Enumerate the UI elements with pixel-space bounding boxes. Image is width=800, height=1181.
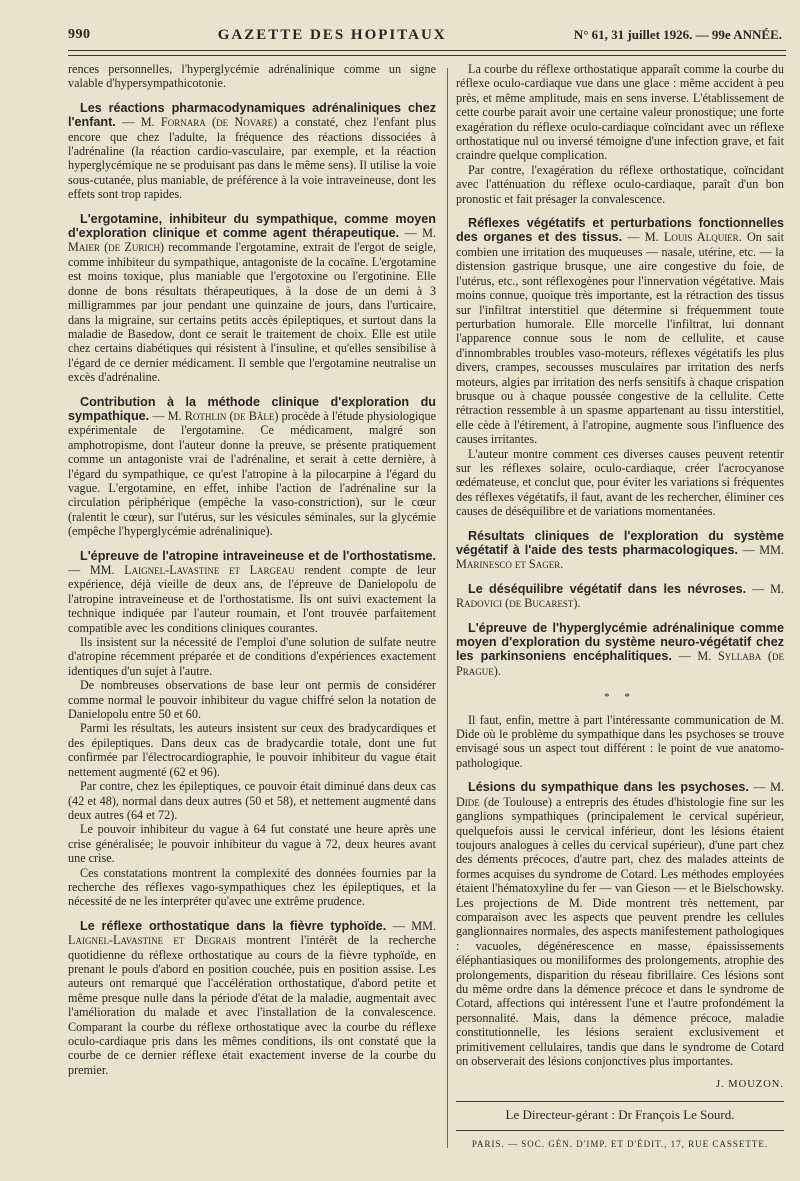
article-text: a constaté, chez l'enfant plus encore que chez l'adulte, la fréquence des réactions dissociées à l'adrénaline (la réaction cardio-vasculaire, par exemple, et la réaction hyperglycémique ne se produisant pas dans le même sens). Il utilise la voie sous-cutanée, plus maniable, de préférence à la voie intraveineuse, dont les effets sont trop rapides. bbox=[68, 115, 436, 202]
signature: J. MOUZON. bbox=[715, 1079, 784, 1091]
article-text: recommande l'ergotamine, extrait de l'ergot de seigle, comme inhibiteur du sympathique, antagoniste de la cocaïne. L'ergotamine est moins toxique, plus maniable que l'ergotoxine ou l'ergotinine. Elle donne de bons résultats thérapeutiques, à la dose de un demi à 3 milligrammes par jour pendant une quinzaine de jours, dans l'urticaire, dans la migraine, sur certains petits accès épileptiques, et surtout dans la maladie de Basedow, dont ce serait le traitement de choix. Elle est utile chez certains diabétiques qui résistent à l'insuline, et qu'elles sensibilise à l'égard de ce dernier médicament. Il semble que l'ergotamine neutralise un excès d'adrénaline. bbox=[68, 240, 436, 385]
article-author: MM. Laignel-Lavastine et Degrais bbox=[68, 918, 436, 948]
article-author: M. Maier (de Zurich) bbox=[68, 226, 436, 255]
article-pharmaco-tests: Résultats cliniques de l'exploration du système végétatif à l'aide des tests pharmacologiques. — MM. Marinesco et Sager. bbox=[456, 528, 784, 572]
article-heading: Réflexes végétatifs et perturbations fonctionnelles des organes et des tissus. bbox=[456, 216, 784, 245]
article-ergo-children: Les réactions pharmacodynamiques adrénaliniques chez l'enfant. — M. Fornara (de Novare) a constaté, chez l'enfant plus encore que chez l'adulte, la fréquence des réactions dissociées à l'adrénaline (la réaction cardio-vasculaire, par exemple, et la réaction hyperglycémique ne se produisant pas dans le même sens). Il utilise la voie sous-cutanée, plus maniable, de préférence à la voie intraveineuse, dont les effets sont trop rapides. bbox=[68, 100, 436, 202]
article-heading: Résultats cliniques de l'exploration du système végétatif à l'aide des tests pharmacologiques. bbox=[456, 528, 784, 557]
article-heading: L'ergotamine, inhibiteur du sympathique, comme moyen d'exploration clinique et comme agent thérapeutique. bbox=[68, 211, 436, 241]
paragraph: L'auteur montre comment ces diverses causes peuvent retentir sur les réflexes solaire, oculo-cardiaque, créer l'acrocyanose œdémateuse, et conclut que, pour éviter les variations si fréquentes des réflexes végétatifs, il faut, avant de les rechercher, éliminer ces causes de déséquilibre et de variations momentanées. bbox=[456, 446, 784, 519]
article-author: M. Louis Alquier bbox=[644, 230, 739, 245]
paragraph: De nombreuses observations de base leur ont permis de considérer comme normal le pouvoir inhibiteur du vague chiffré selon la notation de Danielopolu entre 50 et 60. bbox=[68, 678, 436, 722]
printer-line: PARIS. — SOC. GÉN. D'IMP. ET D'ÉDIT., 17, RUE CASSETTE. bbox=[471, 1139, 769, 1150]
paragraph: La courbe du réflexe orthostatique apparaît comme la courbe du réflexe oculo-cardiaque vue dans une glace : même accident à peu près, et même amplitude, mais en sens inverse. L'établissement de cette courbe parait avoir une certaine valeur pronostique; une forte exagération du réflexe oculo-cardiaque coïncidant avec un réflexe orthostatique nul ou inversé témoigne d'une infection grave, et fait craindre quelque complication. bbox=[456, 62, 784, 163]
article-text: procède à l'étude physiologique expérimentale de l'ergotamine. Ce médicament, malgré son amphotropisme, dont l'auteur donne la preuve, se présente pratiquement comme un antagoniste vrai de l'adrénaline, et serait à cette dernière, à l'égard du sympathique, ce qu'est l'atropine à la pilocarpine à l'égard du vague. L'ergotamine, en effet, inhibe l'action de l'adrénaline sur la circulation périphérique (empêche la vaso-constriction), sur le cœur (ralentit le cœur), sur l'utérus, sur les vésicules séminales, sur la glycémie (empêche l'hyperglycémie adrénalinique). bbox=[68, 408, 436, 539]
article-heading: Le réflexe orthostatique dans la fièvre typhoïde. bbox=[80, 918, 387, 933]
article-psychoses: Lésions du sympathique dans les psychoses. — M. Dide (de Toulouse) a entrepris des études d'histologie fine sur les ganglions sympathiques (principalement le cervical supérieur, quelquefois aussi le cervical inférieur, dont les lésions étaient toujours analogues à celles du cervical supérieur), d'une part chez des déments précoces, d'autre part, chez des malades atteints de formes acquises du syndrome de Cotard. Les méthodes employées étaient l'hématoxyline du fer — van Gieson — et le Bielschowsky. Les projections de M. Dide montrent très nettement, par comparaison avec les aspects que peuvent prendre les cellules ganglionnaires normales, des aspects manifestement pathologiques : vacuoles, dégénérescence en masse, épaississements éléphantiasiques ou moniliformes des prolongements, atrophie des prolongements, disparition du réseau fibrillaire. Ces lésions sont du même ordre dans la démence précoce et dans le syndrome de Cotard, affections qui intéressent l'une et l'autre profondément la personnalité. Mais, dans la démence précoce, maladie constitutionnelle, les lésions seraient exclusivement et primitivement cellulaires, tandis que dans le syndrome de Cotard on observerait des lésions conjonctives plus importantes. bbox=[456, 780, 784, 1068]
article-atropine: L'épreuve de l'atropine intraveineuse et de l'orthostatisme. — MM. Laignel-Lavastine et Largeau rendent compte de leur expérience, déjà vieille de deux ans, de l'épreuve de Danielopolu de l'atropine intraveineuse et de l'orthostatisme. Ils ont suivi exactement la technique indiquée par l'auteur roumain, et l'ont trouvée parfaitement compatible avec les conditions cliniques courantes. bbox=[68, 548, 436, 635]
footer-rule bbox=[456, 1101, 784, 1102]
article-heading: Lésions du sympathique dans les psychoses. bbox=[468, 780, 749, 795]
article-author: M. Dide bbox=[456, 780, 784, 809]
paragraph: Ces constatations montrent la complexité des données fournies par la recherche des réflexes vago-sympathiques chez les épileptiques, et la nécessité de ne les interpréter qu'avec une extrême prudence. bbox=[68, 865, 436, 909]
page-header bbox=[68, 20, 782, 50]
article-author: M. Syllaba (de Prague). bbox=[456, 649, 784, 678]
article-reflexes: Réflexes végétatifs et perturbations fonctionnelles des organes et des tissus. — M. Louis Alquier. On sait combien une irritation des muqueuses — nasale, utérine, etc. — la distension gastrique brusque, une aire congestive du foie, de l'utérus, etc., sont réflexogènes pour l'innervation végétative. Mais moins connue, quoique très importante, est la rétraction des tissus sur l'infiltrat interstitiel que détermine si fréquemment toute perturbation humorale. Elle morcelle l'infiltrat, lui donnant l'apparence connue sous le nom de cellulite, et cause d'innombrables troubles vaso-moteurs, réflexes végétatifs les plus divers, crampes, secousses musculaires par irritation des nerfs moteurs, algies par irritation des nerfs sensitifs à chaque crispation brusque ou à chaque poussée congestive de la cellulite. Cette rétraction ressemble à un spasme appartenant au tissu interstitiel, elle cède à l'étirement, à l'atropine, augmente sous l'influence des causes irritantes. bbox=[456, 216, 784, 447]
section-stars: * * bbox=[604, 691, 636, 704]
header-rule-thin bbox=[68, 55, 786, 56]
article-text: montrent l'intérêt de la recherche quotidienne du réflexe orthostatique au cours de la fièvre typhoïde, en prenant le pouls d'abord en position couchée, puis en position assise. Les auteurs ont remarqué que l'accélération orthostatique, d'abord petite et même presque nulle dans la période d'état de la maladie, augmentait avec l'amélioration du malade et avec l'installation de la convalescence. Comparant la courbe du réflexe orthostatique avec la courbe du réflexe oculo-cardiaque pris dans les mêmes conditions, ils ont constaté que la courbe de ce dernier réflexe était exactement inverse de la courbe du premier. bbox=[68, 933, 436, 1077]
column-separator bbox=[447, 68, 448, 1148]
right-column bbox=[456, 62, 784, 1152]
header-rule bbox=[68, 50, 786, 51]
paragraph: rences personnelles, l'hyperglycémie adrénalinique comme un signe valable d'hypersympathicotonie. bbox=[68, 62, 436, 91]
journal-title: GAZETTE DES HOPITAUX bbox=[217, 26, 447, 43]
article-heading: Les réactions pharmacodynamiques adrénaliniques chez l'enfant. bbox=[68, 100, 436, 130]
paragraph: Ils insistent sur la nécessité de l'emploi d'une solution de sulfate neutre d'atropine récemment préparée et de conditions d'expériences exactement identiques d'un sujet à l'autre. bbox=[68, 635, 436, 678]
paragraph: Par contre, chez les épileptiques, ce pouvoir était diminué dans deux cas (42 et 48), normal dans deux autres (50 et 58), et nettement augmenté dans deux autres (64 et 72). bbox=[68, 779, 436, 822]
article-parkinson: L'épreuve de l'hyperglycémie adrénalinique comme moyen d'exploration du système neuro-végétatif chez les parkinsoniens encéphalitiques. — M. Syllaba (de Prague). bbox=[456, 620, 784, 678]
article-author: MM. Laignel-Lavastine et Largeau bbox=[89, 563, 295, 577]
article-heading: Le déséquilibre végétatif dans les névroses. bbox=[468, 581, 747, 596]
article-author: M. Radovici (de Bucarest). bbox=[456, 581, 784, 611]
director-line: Le Directeur-gérant : Dr François Le Sourd. bbox=[505, 1106, 735, 1122]
page-number: 990 bbox=[68, 27, 91, 42]
paragraph: Par contre, l'exagération du réflexe orthostatique, coïncidant avec l'atténuation du réflexe oculo-cardiaque, paraît d'un bon pronostic et fait présager la convalescence. bbox=[456, 162, 784, 206]
issue-info: N° 61, 31 juillet 1926. — 99e ANNÉE. bbox=[573, 27, 782, 42]
footer-rule bbox=[456, 1130, 784, 1131]
paragraph: Parmi les résultats, les auteurs insistent sur ceux des bradycardiques et des épileptiques. Dans deux cas de bradycardie totale, dont une fut confirmée par l'électrocardiographie, le pouvoir inhibiteur du vague était nettement augmenté (62 et 96). bbox=[68, 721, 436, 779]
article-author: M. Rothlin (de Bâle) bbox=[167, 408, 279, 423]
article-text: rendent compte de leur expérience, déjà vieille de deux ans, de l'épreuve de Danielopolu de l'atropine intraveineuse et de l'orthostatisme. Ils ont suivi exactement la technique indiquée par l'auteur roumain, et l'ont trouvée parfaitement compatible avec les conditions cliniques courantes. bbox=[68, 563, 436, 635]
article-heading: Contribution à la méthode clinique d'exploration du sympathique. bbox=[68, 394, 436, 423]
article-heading: L'épreuve de l'hyperglycémie adrénalinique comme moyen d'exploration du système neuro-végétatif chez les parkinsoniens encéphalitiques. bbox=[456, 620, 784, 664]
article-typhoid: Le réflexe orthostatique dans la fièvre typhoïde. — MM. Laignel-Lavastine et Degrais montrent l'intérêt de la recherche quotidienne du réflexe orthostatique au cours de la fièvre typhoïde, en prenant le pouls d'abord en position couchée, puis en position assise. Les auteurs ont remarqué que l'accélération orthostatique, d'abord petite et même presque nulle dans la période d'état de la maladie, augmentait avec l'amélioration du malade et avec l'installation de la convalescence. Comparant la courbe du réflexe orthostatique avec la courbe du réflexe oculo-cardiaque pris dans les mêmes conditions, ils ont constaté que la courbe de ce dernier réflexe était exactement inverse de la courbe du premier. bbox=[68, 918, 436, 1077]
article-nevroses: Le déséquilibre végétatif dans les névroses. — M. Radovici (de Bucarest). bbox=[456, 581, 784, 611]
article-text: . On sait combien une irritation des muqueuses — nasale, utérine, etc. — la distension gastrique brusque, une aire congestive du foie, de l'utérus, etc., sont réflexogènes pour l'innervation végétative. Mais moins connue, quoique très importante, est la rétraction des tissus sur l'infiltrat interstitiel que détermine si fréquemment toute perturbation humorale. Elle morcelle l'infiltrat, lui donnant l'apparence connue sous le nom de cellulite, et cause d'innombrables troubles vaso-moteurs, réflexes végétatifs les plus divers, crampes, secousses musculaires par irritation des nerfs moteurs, algies par irritation des nerfs sensitifs à chaque crispation brusque ou à chaque poussée congestive de la cellulite. Cette rétraction ressemble à un spasme appartenant au tissu interstitiel, elle cède à l'étirement, à l'atropine, augmente sous l'influence des causes irritantes. bbox=[456, 230, 784, 447]
article-contribution: Contribution à la méthode clinique d'exploration du sympathique. — M. Rothlin (de Bâle) procède à l'étude physiologique expérimentale de l'ergotamine. Ce médicament, malgré son amphotropisme, dont l'auteur donne la preuve, se présente pratiquement comme un antagoniste vrai de l'adrénaline, et serait à cette dernière, à l'égard du sympathique, ce qu'est l'atropine à la pilocarpine à l'égard du vague. L'ergotamine, en effet, inhibe l'action de l'adrénaline sur la circulation périphérique (empêche la vaso-constriction), sur le cœur (ralentit le cœur), sur l'utérus, sur les vésicules séminales, sur la glycémie (empêche l'hyperglycémie adrénalinique). bbox=[68, 394, 436, 539]
paragraph: Il faut, enfin, mettre à part l'intéressante communication de M. Dide où le problème du sympathique dans les psychoses se trouve envisagé sous un aspect tout différent : le point de vue anatomo-pathologique. bbox=[456, 712, 784, 770]
article-author: M. Fornara (de Novare) bbox=[140, 115, 278, 130]
article-heading: L'épreuve de l'atropine intraveineuse et de l'orthostatisme. bbox=[80, 548, 436, 563]
left-column bbox=[68, 62, 436, 1152]
article-author: MM. Marinesco et Sager. bbox=[456, 543, 784, 572]
article-ergotamine: L'ergotamine, inhibiteur du sympathique, comme moyen d'exploration clinique et comme agent thérapeutique. — M. Maier (de Zurich) recommande l'ergotamine, extrait de l'ergot de seigle, comme inhibiteur du sympathique, antagoniste de la cocaïne. L'ergotamine est moins toxique, plus maniable que l'ergotoxine ou l'ergotinine. Elle donne de bons résultats thérapeutiques, à la dose de un demi à 3 milligrammes par jour pendant une quinzaine de jours, dans l'urticaire, dans la migraine, sur certains petits accès épileptiques, et surtout dans la maladie de Basedow, dont ce serait le traitement de choix. Elle est utile chez certains diabétiques qui résistent à l'insuline, et qu'elles sensibilise à l'égard de ce dernier médicament. Il semble que l'ergotamine neutralise un excès d'adrénaline. bbox=[68, 211, 436, 385]
article-text: (de Toulouse) a entrepris des études d'histologie fine sur les ganglions sympathiques (principalement le cervical supérieur, quelquefois aussi le cervical inférieur, dont les lésions étaient toujours analogues à celles du cervical supérieur), d'une part chez des déments précoces, d'autre part, chez des malades atteints de formes acquises du syndrome de Cotard. Les méthodes employées étaient l'hématoxyline du fer — van Gieson — et le Bielschowsky. Les projections de M. Dide montrent très nettement, par comparaison avec les aspects que peuvent prendre les cellules ganglionnaires normales, des aspects manifestement pathologiques : vacuoles, dégénérescence en masse, épaississements éléphantiasiques ou moniliformes des prolongements, atrophie des prolongements, disparition du réseau fibrillaire. Ces lésions sont du même ordre dans la démence précoce et dans le syndrome de Cotard, affections qui intéressent l'une et l'autre profondément la personnalité. Mais, dans la démence précoce, maladie constitutionnelle, les lésions seraient exclusivement et primitivement cellulaires, tandis que dans le syndrome de Cotard on observerait des lésions conjonctives plus importantes. bbox=[456, 794, 784, 1068]
paragraph: Le pouvoir inhibiteur du vague à 64 fut constaté une heure après une crise généralisée; le pouvoir inhibiteur du vague à 72, deux heures avant une crise. bbox=[68, 822, 436, 866]
